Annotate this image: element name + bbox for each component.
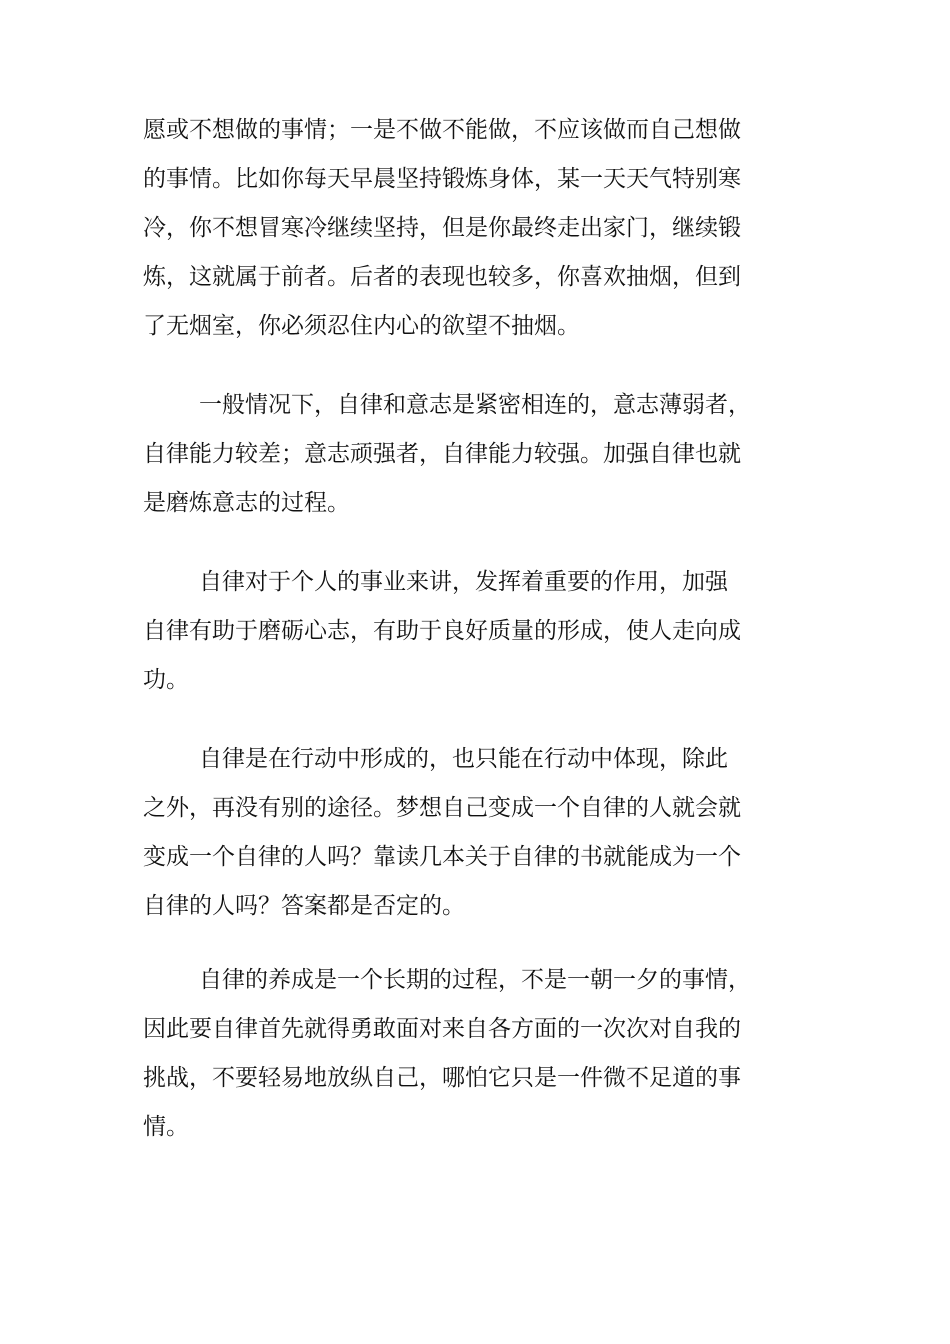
paragraph-5-line-2: 因此要自律首先就得勇敢面对来自各方面的一次次对自我的 [143, 1016, 741, 1042]
paragraph-1-line-1: 愿或不想做的事情；一是不做不能做，不应该做而自己想做 [143, 117, 741, 143]
paragraph-1-line-2: 的事情。比如你每天早晨坚持锻炼身体，某一天天气特别寒 [143, 166, 741, 192]
paragraph-5-line-3: 挑战，不要轻易地放纵自己，哪怕它只是一件微不足道的事 [143, 1065, 741, 1091]
paragraph-3-line-1: 自律对于个人的事业来讲，发挥着重要的作用，加强 [199, 569, 728, 595]
paragraph-3-line-3: 功。 [143, 667, 189, 693]
paragraph-2-line-1: 一般情况下，自律和意志是紧密相连的，意志薄弱者， [199, 392, 751, 418]
paragraph-4-line-4: 自律的人吗？答案都是否定的。 [143, 893, 465, 919]
paragraph-1-line-3: 冷，你不想冒寒冷继续坚持，但是你最终走出家门，继续锻 [143, 215, 741, 241]
paragraph-2-line-3: 是磨炼意志的过程。 [143, 490, 350, 516]
paragraph-4-line-3: 变成一个自律的人吗？靠读几本关于自律的书就能成为一个 [143, 844, 741, 870]
paragraph-1-line-4: 炼，这就属于前者。后者的表现也较多，你喜欢抽烟，但到 [143, 264, 741, 290]
paragraph-5-line-1: 自律的养成是一个长期的过程，不是一朝一夕的事情， [199, 967, 751, 993]
paragraph-3-line-2: 自律有助于磨砺心志，有助于良好质量的形成，使人走向成 [143, 618, 741, 644]
paragraph-1-line-5: 了无烟室，你必须忍住内心的欲望不抽烟。 [143, 313, 580, 339]
paragraph-4-line-2: 之外，再没有别的途径。梦想自己变成一个自律的人就会就 [143, 795, 741, 821]
paragraph-2-line-2: 自律能力较差；意志顽强者，自律能力较强。加强自律也就 [143, 441, 741, 467]
paragraph-4-line-1: 自律是在行动中形成的，也只能在行动中体现，除此 [199, 746, 728, 772]
paragraph-5-line-4: 情。 [143, 1114, 189, 1140]
